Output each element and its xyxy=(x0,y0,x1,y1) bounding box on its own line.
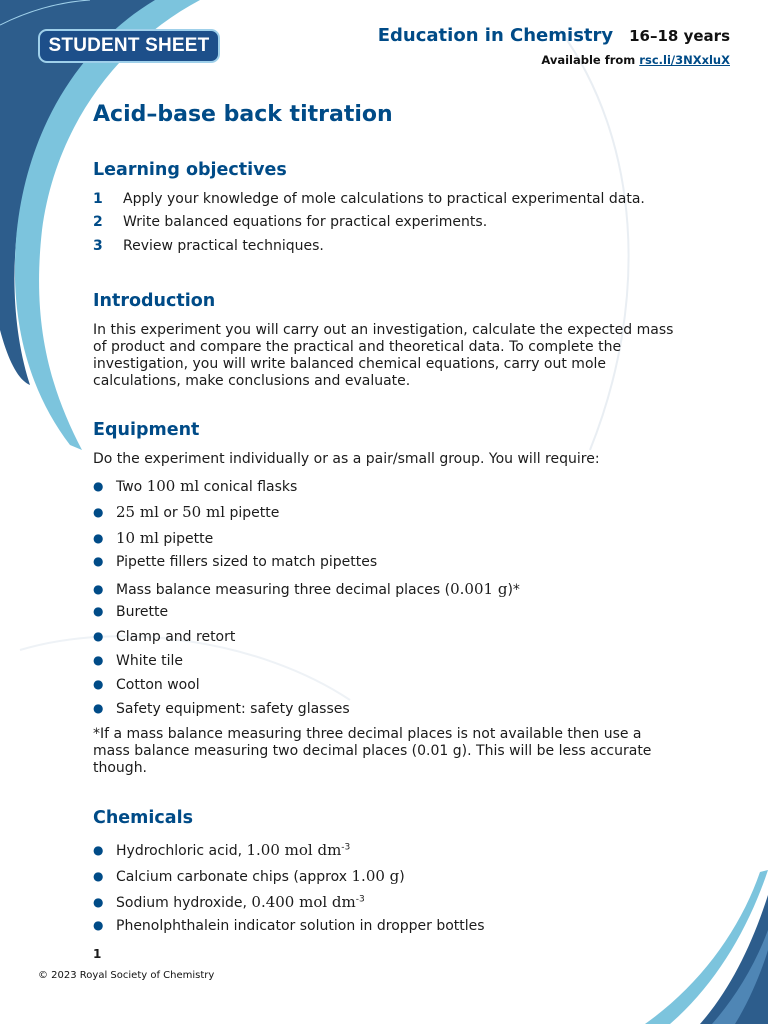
bullet-icon: ● xyxy=(93,653,104,667)
equipment-item xyxy=(93,677,200,693)
objective-number: 1 xyxy=(93,191,103,207)
equipment-intro: Do the experiment individually or as a pair/small group. You will require: xyxy=(93,451,600,467)
bullet-icon: ● xyxy=(93,582,104,596)
copyright: © 2023 Royal Society of Chemistry xyxy=(38,970,215,981)
chemical-item xyxy=(93,867,405,885)
student-sheet-badge: STUDENT SHEET xyxy=(38,29,220,63)
equipment-heading: Equipment xyxy=(93,420,200,440)
chemicals-heading: Chemicals xyxy=(93,808,194,828)
page-title: Acid–base back titration xyxy=(93,102,393,127)
item-text: Clamp and retort xyxy=(116,629,236,645)
equipment-item xyxy=(93,529,213,547)
item-value: 1.00 g xyxy=(351,867,400,885)
equipment-item xyxy=(93,653,183,669)
equipment-footnote: *If a mass balance measuring three decimal places is not available then use a mass balance measuring two decimal places (0.01 g). This will be less accurate though. xyxy=(93,726,652,776)
chemical-item xyxy=(93,841,350,859)
item-text: or xyxy=(158,505,183,521)
item-text: Two xyxy=(116,479,147,495)
bullet-icon: ● xyxy=(93,604,104,618)
item-text: )* xyxy=(507,582,520,598)
brand-name: Education in Chemistry xyxy=(377,25,614,46)
equipment-item xyxy=(93,477,297,495)
objective-number: 3 xyxy=(93,238,103,254)
item-value: 10 ml xyxy=(116,529,159,547)
bullet-icon: ● xyxy=(93,869,104,883)
bullet-icon: ● xyxy=(93,531,104,545)
item-value: 0.400 mol dm xyxy=(251,893,356,911)
objectives-heading: Learning objectives xyxy=(93,160,287,180)
item-text: Burette xyxy=(116,604,169,620)
item-text: Pipette fillers sized to match pipettes xyxy=(116,554,378,570)
bullet-icon: ● xyxy=(93,918,104,932)
bullet-icon: ● xyxy=(93,701,104,715)
item-text: Phenolphthalein indicator solution in dropper bottles xyxy=(116,918,485,934)
bullet-icon: ● xyxy=(93,843,104,857)
item-text: pipette xyxy=(225,505,280,521)
item-text: Safety equipment: safety glasses xyxy=(116,701,350,717)
item-value: 50 ml xyxy=(182,503,226,521)
resource-link[interactable]: rsc.li/3NXxluX xyxy=(639,53,730,67)
available-from xyxy=(541,53,730,67)
item-superscript: -3 xyxy=(341,842,351,853)
bullet-icon: ● xyxy=(93,677,104,691)
equipment-item xyxy=(93,629,235,645)
item-text: Hydrochloric acid, xyxy=(116,843,247,859)
bullet-icon: ● xyxy=(93,629,104,643)
objective-number: 2 xyxy=(93,214,103,230)
objective-item xyxy=(93,214,487,230)
item-text: conical flasks xyxy=(199,479,298,495)
item-text: Mass balance measuring three decimal places ( xyxy=(116,582,451,598)
objective-text: Write balanced equations for practical experiments. xyxy=(123,214,488,230)
objective-text: Apply your knowledge of mole calculations to practical experimental data. xyxy=(123,191,645,207)
bullet-icon: ● xyxy=(93,479,104,493)
item-text: ) xyxy=(399,869,405,885)
equipment-item xyxy=(93,701,350,717)
objective-item xyxy=(93,238,324,254)
page-number: 1 xyxy=(93,947,102,961)
equipment-item xyxy=(93,580,520,598)
objective-item xyxy=(93,191,645,207)
bullet-icon: ● xyxy=(93,895,104,909)
item-text: Sodium hydroxide, xyxy=(116,895,252,911)
age-range: 16–18 years xyxy=(629,27,730,45)
introduction-text: In this experiment you will carry out an investigation, calculate the expected mass of product and compare the practical and theoretical data. To complete the investigation, you will write balanced chemical equations, carry out mole calculations, make conclusions and evaluate. xyxy=(93,322,674,389)
item-value: 100 ml xyxy=(146,477,200,495)
item-text: Cotton wool xyxy=(116,677,200,693)
chemical-item xyxy=(93,893,365,911)
chemical-item xyxy=(93,918,485,934)
introduction-heading: Introduction xyxy=(93,291,216,311)
item-superscript: -3 xyxy=(355,894,365,905)
equipment-item xyxy=(93,604,168,620)
item-value: 25 ml xyxy=(116,503,159,521)
equipment-item xyxy=(93,503,279,521)
item-value: 0.001 g xyxy=(450,580,508,598)
item-text: White tile xyxy=(116,653,184,669)
bullet-icon: ● xyxy=(93,554,104,568)
objective-text: Review practical techniques. xyxy=(123,238,324,254)
item-value: 1.00 mol dm xyxy=(246,841,342,859)
item-text: pipette xyxy=(158,531,214,547)
item-text: Calcium carbonate chips (approx xyxy=(116,869,352,885)
available-prefix: Available from xyxy=(541,53,640,67)
bullet-icon: ● xyxy=(93,505,104,519)
header-brand xyxy=(378,25,730,46)
equipment-item xyxy=(93,554,377,570)
